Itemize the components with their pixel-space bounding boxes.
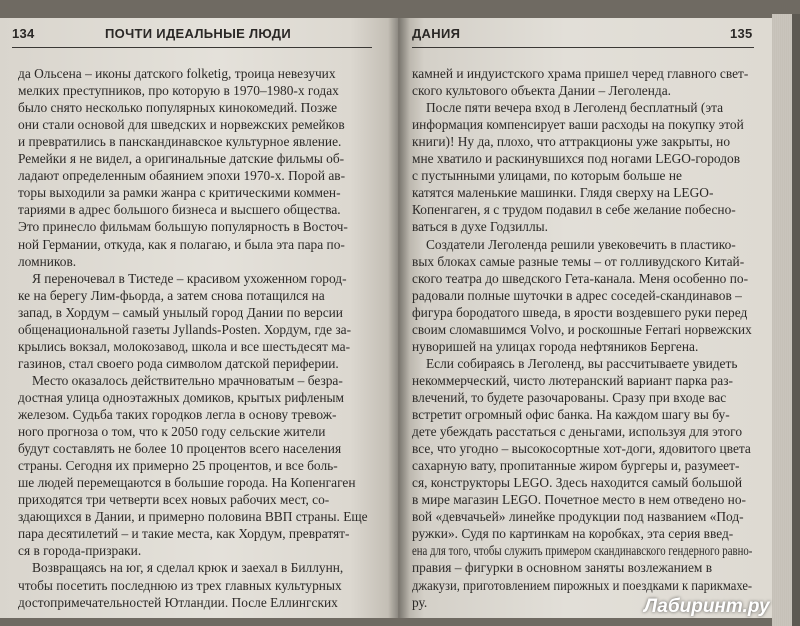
right-page-line: дете убеждать расстаться с деньгами, используя для этого <box>412 424 743 440</box>
background-shadow <box>792 14 800 626</box>
right-page-line: все, что угодно – высокосортные хот-доги, ядовитого цвета <box>412 441 751 457</box>
left-page-line: Возвращаясь на юг, я сделал крюк и заехал в Биллунн, <box>32 560 344 576</box>
right-page-line: информация компенсирует ваши расходы на покупку этой <box>412 117 744 133</box>
right-page-line: радовали полные шуточки в адрес соседей-скандинавов – <box>412 287 742 303</box>
labirint-watermark: Лабиринт.ру <box>644 596 770 617</box>
right-page-line: мне хватило и раскинувшихся под ногами LEGO-городов <box>412 151 741 167</box>
left-page-number: 134 <box>12 26 35 41</box>
right-header-rule <box>412 47 754 48</box>
left-page-line: ладают определенным обаянием эпохи 1970-х. Порой ав- <box>18 168 346 184</box>
left-page-line: ше людей перемещаются в большие города. На Копенгаген <box>18 475 356 491</box>
left-header-rule <box>12 47 372 48</box>
right-page-line: джакузи, приготовлением пирожных и поездками к парикмахе- <box>412 577 753 593</box>
right-page-line: фигура бородатого шведа, в ярости воздевшего руки перед <box>412 304 748 320</box>
right-page-line: Копенгаген, я с трудом подавил в себе желание побесно- <box>412 202 736 218</box>
right-page-line: влечений, то будете разочарованы. Сразу при входе вас <box>412 389 727 405</box>
left-page-line: Место оказалось действительно мрачноватым – безра- <box>32 372 343 388</box>
left-page-line: газинов, стал своего рода символом датской периферии. <box>18 355 339 371</box>
left-page-line: и превратились в панскандинавское культурное явление. <box>18 134 342 150</box>
right-page-line: вой «девчачьей» линейке продукции под названием «Под- <box>412 509 744 525</box>
left-page-line: достная улица одноэтажных домиков, крытых рифленым <box>18 389 344 405</box>
right-page-line: ружки». Судя по картинкам на коробках, эта серия введ- <box>412 526 734 542</box>
right-page-line: вых блоках самые разные темы – от голливудского Китай- <box>412 253 745 269</box>
left-page-line: Я переночевал в Тистеде – красивом ухоженном город- <box>32 270 347 286</box>
left-page-line: они стали основой для шведских и норвежских ремейков <box>18 117 345 133</box>
left-page-line: ся в города-призраки. <box>18 543 142 559</box>
book-gutter <box>388 18 410 618</box>
left-page-line: было снято несколько популярных кинокомедий. Позже <box>18 100 338 116</box>
left-page-line: тариями в адрес большого бизнеса и высшего общества. <box>18 202 341 218</box>
left-page-line: будут составлять не более 10 процентов всего населения <box>18 441 342 457</box>
left-page-line: страны. Сегодня их примерно 25 процентов, и все боль- <box>18 458 338 474</box>
right-page-line: с пустынными улицами, по которым больше не <box>412 168 682 184</box>
right-page-line: Если собираясь в Леголенд, вы рассчитываете увидеть <box>426 355 738 371</box>
left-page-line: торы выходили за рамки жанра с критическими коммен- <box>18 185 341 201</box>
right-page-line: Создатели Леголенда решили увековечить в пластико- <box>426 236 736 252</box>
right-page-line: камней и индуистского храма пришел черед главного свет- <box>412 66 749 81</box>
left-page-line: ке на берегу Лим-фьорда, а затем снова потащился на <box>18 287 325 303</box>
left-page-line: ной Германии, откуда, как я полагаю, и была эта пара по- <box>18 236 345 252</box>
left-page-line: здающихся в Дании, и примерно половина ВВП страны. Еще <box>18 509 368 525</box>
left-page-line: железом. Судьба таких городков легла в основу тревож- <box>18 407 337 422</box>
left-running-title: ПОЧТИ ИДЕАЛЬНЫЕ ЛЮДИ <box>105 26 291 41</box>
left-page-line: да Ольсена – иконы датского folketig, троица невезучих <box>18 66 336 81</box>
left-page-line: чтобы посетить последнюю из трех главных культурных <box>18 577 342 593</box>
right-page-number: 135 <box>730 26 753 41</box>
right-page-line: После пяти вечера вход в Леголенд бесплатный (эта <box>426 100 724 116</box>
right-page-line: своим сломавшимся Volvo, и роскошные Ferrari норвежских <box>412 321 752 337</box>
right-page-line: ского театра до шведского Гета-канала. Меня особенно по- <box>412 270 749 286</box>
right-page-line: в мире магазин LEGO. Почетное место в нем отведено но- <box>412 492 746 508</box>
left-page-line: крылись вокзал, молокозавод, школа и все шестьдесят ма- <box>18 338 351 354</box>
right-page-line: некоммерческий, чисто лютеранский вариант парка раз- <box>412 372 733 388</box>
right-page-line: ена для того, чтобы служить примером скандинавского гендерного равно- <box>412 543 753 559</box>
right-page-line: встретит огромный офис банка. На каждом шагу вы бу- <box>412 407 730 422</box>
left-page-line: пара десятилетий – и такие места, как Хордум, превратят- <box>18 526 350 542</box>
left-page-line: достопримечательностей Ютландии. После Еллингских <box>18 594 338 610</box>
right-page-line: правия – фигурки в основном заняты возлежанием в <box>412 560 713 576</box>
right-running-title: ДАНИЯ <box>412 26 461 41</box>
right-page-line: нуворишей на улицах города нефтяников Бергена. <box>412 338 699 354</box>
right-page-line: ского культового объекта Дании – Леголенда. <box>412 83 672 99</box>
left-page-line: приходятся три четверти всех новых рабочих мест, со- <box>18 492 330 508</box>
left-page-line: ломников. <box>18 253 77 269</box>
right-page-line: сахарную вату, пропитанные жиром бургеры и, разумеет- <box>412 458 740 474</box>
left-page-line: запад, в Хордум – самый унылый город Дании по версии <box>18 304 343 320</box>
left-page-line: общенациональной газеты Jyllands-Posten. Хордум, где за- <box>18 321 352 337</box>
left-page-line: мелких преступников, про которую в 1970–1980-х годах <box>18 83 339 99</box>
left-page-line: Это принесло фильмам большую популярность в Восточ- <box>18 219 348 235</box>
right-page-line: ру. <box>412 594 428 610</box>
left-page-line: ного прогноза о том, что к 2050 году сельские жители <box>18 424 326 440</box>
right-page-line: ваться в духе Годзиллы. <box>412 219 548 235</box>
right-page-line: ся, конструкторы LEGO. Здесь находится самый большой <box>412 475 743 491</box>
right-page-line: книги)! Ну да, плохо, что аттракционы уже закрыты, но <box>412 134 731 150</box>
right-page-line: катятся маленькие машинки. Глядя сверху на LEGO- <box>412 185 714 201</box>
left-page-line: Ремейки я не видел, а оригинальные датские фильмы об- <box>18 151 345 167</box>
